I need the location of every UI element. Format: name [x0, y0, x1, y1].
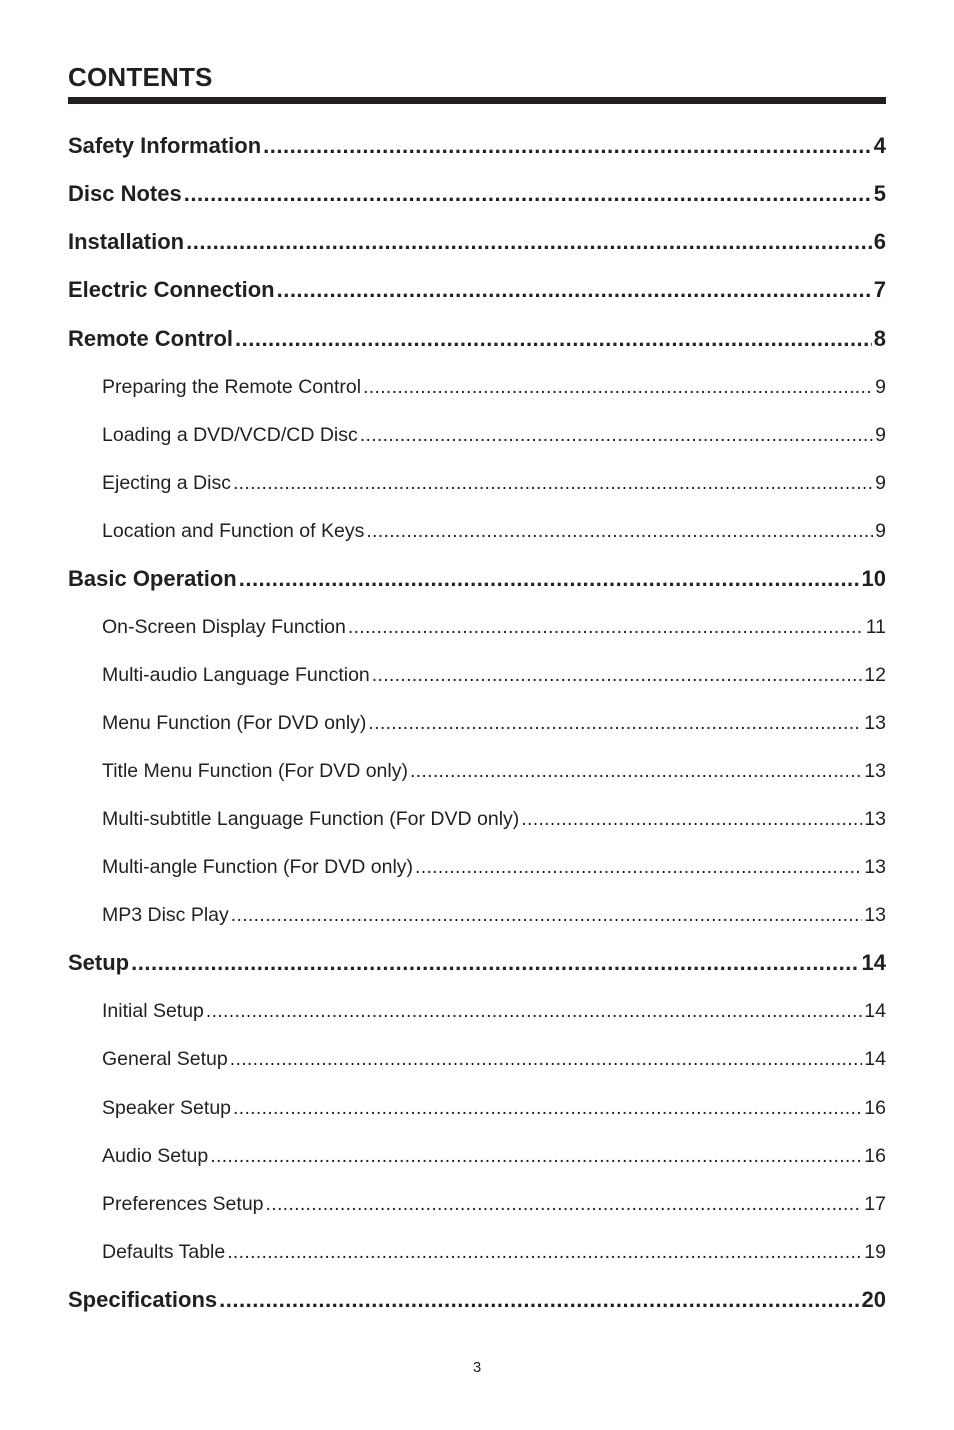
- toc-entry-page: 13: [864, 808, 886, 830]
- dot-leader: [231, 900, 863, 930]
- toc-entry-page: 12: [864, 664, 886, 686]
- toc-entry-page: 14: [864, 1000, 886, 1022]
- toc-entry-page: 13: [864, 712, 886, 734]
- toc-entry-label: Ejecting a Disc: [102, 472, 231, 494]
- toc-entry-page: 11: [865, 616, 886, 638]
- toc-entry-label: Menu Function (For DVD only): [102, 712, 367, 734]
- toc-entry-preferences-setup[interactable]: [102, 1189, 886, 1219]
- dot-leader: [521, 804, 862, 834]
- dot-leader: [368, 708, 862, 738]
- dot-leader: [266, 1189, 863, 1219]
- toc-entry-mp3-disc-play[interactable]: [102, 900, 886, 930]
- toc-entry-label: Loading a DVD/VCD/CD Disc: [102, 424, 358, 446]
- dot-leader: [184, 179, 872, 209]
- toc-entry-safety-information[interactable]: [68, 131, 886, 161]
- toc-entry-page: 13: [864, 856, 886, 878]
- toc-entry-page: 8: [873, 326, 886, 351]
- toc-entry-label: Defaults Table: [102, 1241, 226, 1263]
- page-title: CONTENTS: [68, 62, 213, 92]
- toc-entry-page: 19: [864, 1241, 886, 1263]
- toc-entry-page: 16: [864, 1097, 886, 1119]
- dot-leader: [230, 1044, 863, 1074]
- toc-entry-label: Location and Function of Keys: [102, 520, 365, 542]
- dot-leader: [233, 468, 873, 498]
- dot-leader: [219, 1285, 859, 1315]
- toc-entry-page: 9: [875, 472, 886, 494]
- toc-entry-label: Safety Information: [68, 133, 262, 158]
- toc-entry-page: 17: [864, 1193, 886, 1215]
- toc-entry-page: 13: [864, 760, 886, 782]
- toc-entry-page: 7: [873, 277, 886, 302]
- dot-leader: [233, 1093, 862, 1123]
- toc-entry-page: 14: [864, 1048, 886, 1070]
- dot-leader: [210, 1141, 862, 1171]
- dot-leader: [186, 227, 872, 257]
- toc-entry-loading-disc[interactable]: [102, 420, 886, 450]
- toc-entry-on-screen-display[interactable]: [102, 612, 886, 642]
- toc-entry-ejecting-disc[interactable]: [102, 468, 886, 498]
- toc-entry-label: Setup: [68, 950, 130, 975]
- toc-entry-label: Disc Notes: [68, 181, 182, 206]
- toc-entry-multi-angle-function[interactable]: [102, 852, 886, 882]
- toc-entry-page: 20: [861, 1287, 886, 1312]
- toc-entry-label: Remote Control: [68, 326, 233, 351]
- toc-entry-page: 16: [864, 1145, 886, 1167]
- dot-leader: [415, 852, 862, 882]
- toc-entry-preparing-remote-control[interactable]: [102, 372, 886, 402]
- toc-entry-page: 13: [864, 904, 886, 926]
- dot-leader: [410, 756, 862, 786]
- dot-leader: [227, 1237, 862, 1267]
- toc-entry-menu-function[interactable]: [102, 708, 886, 738]
- toc-entry-label: Speaker Setup: [102, 1097, 232, 1119]
- dot-leader: [363, 372, 873, 402]
- toc-entry-page: 4: [873, 133, 886, 158]
- toc-entry-label: Initial Setup: [102, 1000, 204, 1022]
- toc-entry-label: On-Screen Display Function: [102, 616, 346, 638]
- toc-entry-label: Multi-angle Function (For DVD only): [102, 856, 414, 878]
- toc-entry-title-menu-function[interactable]: [102, 756, 886, 786]
- toc-entry-general-setup[interactable]: [102, 1044, 886, 1074]
- toc-entry-installation[interactable]: [68, 227, 886, 257]
- toc-entry-setup[interactable]: [68, 948, 886, 978]
- dot-leader: [235, 324, 872, 354]
- toc-entry-label: Installation: [68, 229, 185, 254]
- toc-entry-page: 9: [875, 376, 886, 398]
- toc-entry-label: General Setup: [102, 1048, 228, 1070]
- toc-entry-label: Electric Connection: [68, 277, 275, 302]
- dot-leader: [206, 996, 862, 1026]
- toc-entry-label: Multi-audio Language Function: [102, 664, 370, 686]
- dot-leader: [131, 948, 859, 978]
- toc-entry-label: Preferences Setup: [102, 1193, 264, 1215]
- dot-leader: [348, 612, 864, 642]
- toc-entry-page: 9: [875, 520, 886, 542]
- toc-entry-speaker-setup[interactable]: [102, 1093, 886, 1123]
- toc-entry-remote-control[interactable]: [68, 324, 886, 354]
- toc-entry-multi-audio-language[interactable]: [102, 660, 886, 690]
- toc-entry-label: Multi-subtitle Language Function (For DVD only): [102, 808, 520, 830]
- title-rule: [68, 97, 886, 104]
- toc-entry-label: Title Menu Function (For DVD only): [102, 760, 408, 782]
- dot-leader: [360, 420, 873, 450]
- dot-leader: [366, 516, 873, 546]
- toc-entry-audio-setup[interactable]: [102, 1141, 886, 1171]
- toc-entry-page: 14: [861, 950, 886, 975]
- toc-entry-disc-notes[interactable]: [68, 179, 886, 209]
- toc-entry-page: 9: [875, 424, 886, 446]
- toc-entry-label: MP3 Disc Play: [102, 904, 229, 926]
- dot-leader: [239, 564, 860, 594]
- toc-entry-page: 6: [873, 229, 886, 254]
- dot-leader: [372, 660, 863, 690]
- toc-entry-basic-operation[interactable]: [68, 564, 886, 594]
- dot-leader: [263, 131, 872, 161]
- toc-entry-defaults-table[interactable]: [102, 1237, 886, 1267]
- toc-entry-location-function-keys[interactable]: [102, 516, 886, 546]
- toc-entry-multi-subtitle-language[interactable]: [102, 804, 886, 834]
- toc-entry-initial-setup[interactable]: [102, 996, 886, 1026]
- toc-entry-electric-connection[interactable]: [68, 275, 886, 305]
- toc-entry-label: Basic Operation: [68, 566, 237, 591]
- toc-entry-page: 5: [873, 181, 886, 206]
- toc-entry-page: 10: [861, 566, 886, 591]
- page-number: 3: [472, 1359, 482, 1376]
- toc-entry-label: Specifications: [68, 1287, 218, 1312]
- toc-entry-specifications[interactable]: [68, 1285, 886, 1315]
- dot-leader: [277, 275, 872, 305]
- toc-entry-label: Audio Setup: [102, 1145, 209, 1167]
- toc-entry-label: Preparing the Remote Control: [102, 376, 362, 398]
